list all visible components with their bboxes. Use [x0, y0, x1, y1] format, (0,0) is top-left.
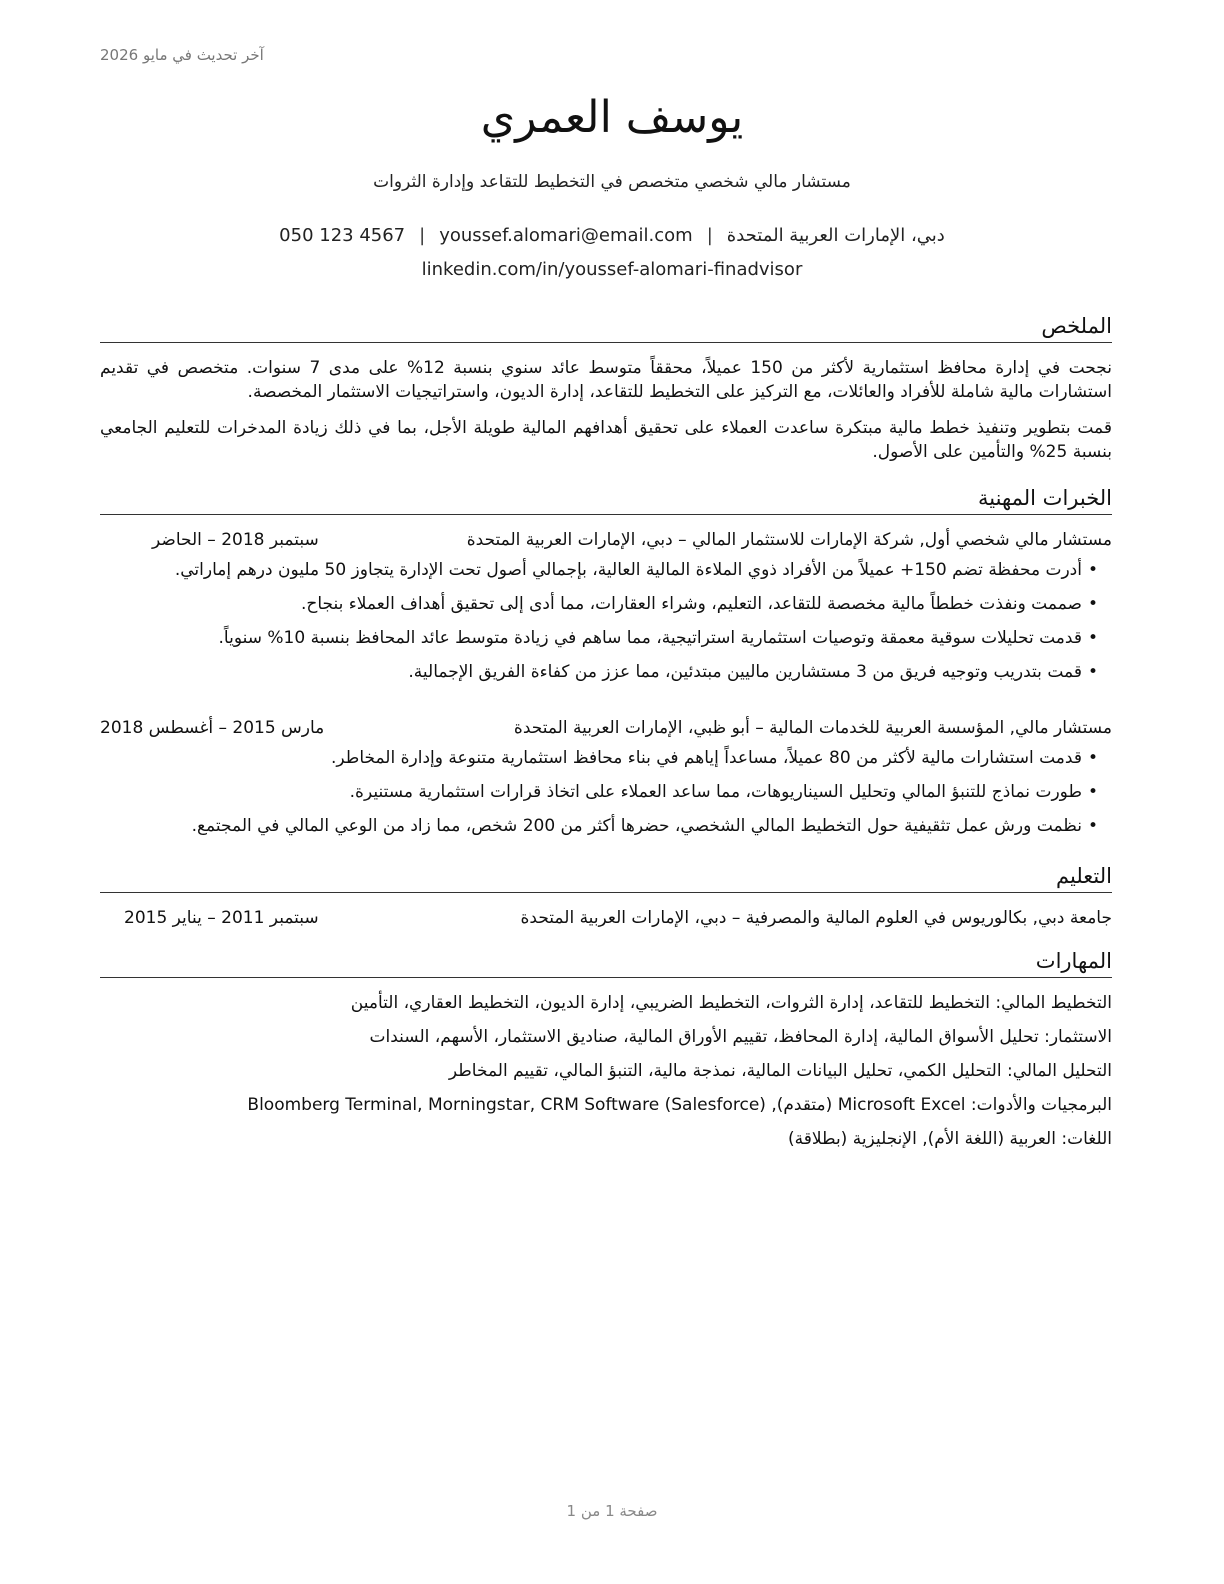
list-item: •نظمت ورش عمل تثقيفية حول التخطيط المالي الشخصي، حضرها أكثر من 200 شخص، مما زاد من الوعي المالي في المجتمع.	[191, 816, 1098, 836]
bullet-icon: •	[1087, 560, 1098, 580]
bullet-icon: •	[1087, 816, 1098, 836]
bullet-icon: •	[1087, 628, 1098, 648]
section-title-skills: المهارات	[100, 947, 1112, 978]
education-dates: سبتمبر 2011 – يناير 2015	[124, 908, 319, 928]
job-dates: مارس 2015 – أغسطس 2018	[100, 718, 325, 738]
last-updated: آخر تحديث في مايو 2026	[100, 46, 264, 64]
contact-line	[0, 225, 1224, 246]
contact-location: دبي، الإمارات العربية المتحدة	[726, 225, 945, 246]
page-number: صفحة 1 من 1	[566, 1502, 658, 1520]
skill-row: البرمجيات والأدوات: Microsoft Excel (متقدم), Bloomberg Terminal, Morningstar, CRM Software (Salesforce)	[247, 1095, 1112, 1115]
job-header	[100, 527, 1112, 553]
summary-paragraph: نجحت في إدارة محافظ استثمارية لأكثر من 150 عميلاً، محققاً متوسط عائد سنوي بنسبة 12% على مدى 7 سنوات. متخصص في تقديم استشارات مالية شاملة للأفراد والعائلات، مع التركيز على التخطيط للتقاعد، إدارة الديون، واستراتيجيات الاستثمار المخصصة.	[100, 358, 1112, 402]
skill-row: التحليل المالي: التحليل الكمي، تحليل البيانات المالية، نمذجة مالية، التنبؤ المالي، تقييم المخاطر	[448, 1061, 1112, 1081]
contact-phone[interactable]: 050 123 4567	[279, 225, 406, 246]
list-item: •أدرت محفظة تضم 150+ عميلاً من الأفراد ذوي الملاءة المالية العالية، بإجمالي أصول تحت الإدارة يتجاوز 50 مليون درهم إماراتي.	[174, 560, 1098, 580]
contact-separator: |	[706, 225, 713, 246]
section-title-education: التعليم	[100, 862, 1112, 893]
summary-paragraph: قمت بتطوير وتنفيذ خطط مالية مبتكرة ساعدت العملاء على تحقيق أهدافهم المالية طويلة الأجل، بما في ذلك زيادة المدخرات للتعليم الجامعي بنسبة 25% والتأمين على الأصول.	[100, 418, 1112, 462]
list-item: •قمت بتدريب وتوجيه فريق من 3 مستشارين ماليين مبتدئين، مما عزز من كفاءة الفريق الإجمالية.	[408, 662, 1098, 682]
job-header	[100, 715, 1112, 741]
skill-row: الاستثمار: تحليل الأسواق المالية، إدارة المحافظ، تقييم الأوراق المالية، صناديق الاستثمار، الأسهم، السندات	[369, 1027, 1112, 1047]
bullet-icon: •	[1087, 782, 1098, 802]
list-item: •صممت ونفذت خططاً مالية مخصصة للتقاعد، التعليم، وشراء العقارات، مما أدى إلى تحقيق أهداف العملاء بنجاح.	[300, 594, 1098, 614]
candidate-name: يوسف العمري	[480, 92, 744, 143]
job-bullets	[100, 741, 1112, 843]
bullet-icon: •	[1087, 662, 1098, 682]
list-item: •طورت نماذج للتنبؤ المالي وتحليل السيناريوهات، مما ساعد العملاء على اتخاذ قرارات استثمارية مستنيرة.	[349, 782, 1098, 802]
section-title-summary: الملخص	[100, 312, 1112, 343]
skill-row: اللغات: العربية (اللغة الأم), الإنجليزية (بطلاقة)	[787, 1129, 1112, 1149]
job-bullets	[100, 553, 1112, 689]
job-dates: سبتمبر 2018 – الحاضر	[152, 530, 319, 550]
contact-separator: |	[419, 225, 426, 246]
bullet-icon: •	[1087, 594, 1098, 614]
section-title-experience: الخبرات المهنية	[100, 484, 1112, 515]
contact-linkedin[interactable]: linkedin.com/in/youssef-alomari-finadvisor	[421, 259, 803, 280]
education-entry	[100, 905, 1112, 931]
skills-list	[100, 986, 1112, 1156]
skill-row: التخطيط المالي: التخطيط للتقاعد، إدارة الثروات، التخطيط الضريبي، إدارة الديون، التخطيط العقاري، التأمين	[350, 993, 1112, 1013]
contact-email[interactable]: youssef.alomari@email.com	[439, 225, 693, 246]
list-item: •قدمت تحليلات سوقية معمقة وتوصيات استثمارية استراتيجية، مما ساهم في زيادة متوسط عائد المحافظ بنسبة 10% سنوياً.	[218, 628, 1098, 648]
bullet-icon: •	[1087, 748, 1098, 768]
job-title: مستشار مالي شخصي أول, شركة الإمارات للاستثمار المالي – دبي، الإمارات العربية المتحدة	[466, 530, 1112, 550]
list-item: •قدمت استشارات مالية لأكثر من 80 عميلاً، مساعداً إياهم في بناء محافظ استثمارية متنوعة وإدارة المخاطر.	[331, 748, 1098, 768]
candidate-subtitle: مستشار مالي شخصي متخصص في التخطيط للتقاعد وإدارة الثروات	[373, 172, 851, 192]
education-heading: جامعة دبي, بكالوريوس في العلوم المالية والمصرفية – دبي، الإمارات العربية المتحدة	[520, 908, 1112, 928]
job-title: مستشار مالي, المؤسسة العربية للخدمات المالية – أبو ظبي، الإمارات العربية المتحدة	[513, 718, 1112, 738]
